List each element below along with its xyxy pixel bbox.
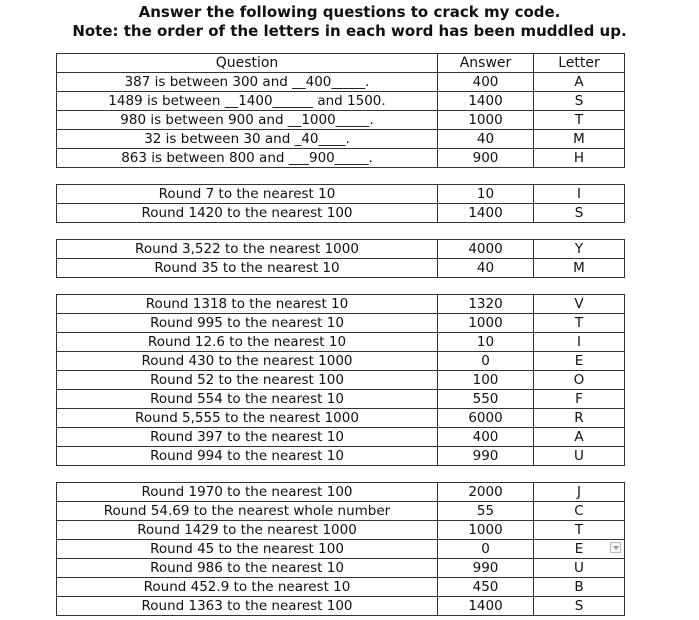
letter-cell: S bbox=[534, 92, 625, 111]
letter-cell: I bbox=[534, 333, 625, 352]
letter-cell: E bbox=[534, 352, 625, 371]
instructions-line-2: Note: the order of the letters in each word has been muddled up. bbox=[72, 22, 627, 40]
table-row bbox=[57, 521, 625, 540]
table-row bbox=[57, 371, 625, 390]
table-row bbox=[57, 130, 625, 149]
table-row bbox=[57, 409, 625, 428]
table-row bbox=[57, 185, 625, 204]
letter-cell: T bbox=[534, 521, 625, 540]
question-cell: Round 1970 to the nearest 100 bbox=[57, 483, 438, 502]
table-row bbox=[57, 352, 625, 371]
letter-cell: H bbox=[534, 149, 625, 168]
answer-cell: 0 bbox=[438, 352, 534, 371]
answer-cell: 40 bbox=[438, 130, 534, 149]
table-rounding-4 bbox=[56, 482, 625, 616]
answer-cell: 1400 bbox=[438, 204, 534, 223]
letter-cell: C bbox=[534, 502, 625, 521]
question-cell: Round 554 to the nearest 10 bbox=[57, 390, 438, 409]
table-rounding-3 bbox=[56, 294, 625, 466]
letter-cell: S bbox=[534, 597, 625, 616]
letter-cell: A bbox=[534, 73, 625, 92]
table-row bbox=[57, 447, 625, 466]
answer-cell: 1000 bbox=[438, 521, 534, 540]
question-cell: 1489 is between __1400______ and 1500. bbox=[57, 92, 438, 111]
answer-cell: 6000 bbox=[438, 409, 534, 428]
letter-header: Letter bbox=[534, 54, 625, 73]
answer-cell: 450 bbox=[438, 578, 534, 597]
letter-cell: I bbox=[534, 185, 625, 204]
answer-cell: 100 bbox=[438, 371, 534, 390]
letter-cell: R bbox=[534, 409, 625, 428]
answer-cell: 990 bbox=[438, 559, 534, 578]
question-cell: Round 45 to the nearest 100 bbox=[57, 540, 438, 559]
answer-cell: 550 bbox=[438, 390, 534, 409]
table-row bbox=[57, 502, 625, 521]
question-cell: Round 12.6 to the nearest 10 bbox=[57, 333, 438, 352]
letter-cell: V bbox=[534, 295, 625, 314]
letter-cell: S bbox=[534, 204, 625, 223]
table-row bbox=[57, 92, 625, 111]
question-cell: Round 52 to the nearest 100 bbox=[57, 371, 438, 390]
answer-cell: 0 bbox=[438, 540, 534, 559]
answer-cell: 400 bbox=[438, 73, 534, 92]
letter-cell: T bbox=[534, 314, 625, 333]
question-cell: Round 995 to the nearest 10 bbox=[57, 314, 438, 333]
letter-cell: O bbox=[534, 371, 625, 390]
answer-cell: 1000 bbox=[438, 111, 534, 130]
answer-cell: 55 bbox=[438, 502, 534, 521]
letter-cell: J bbox=[534, 483, 625, 502]
question-cell: 32 is between 30 and _40____. bbox=[57, 130, 438, 149]
letter-cell: E bbox=[534, 540, 625, 559]
table-rounding-1 bbox=[56, 184, 625, 223]
question-cell: Round 1420 to the nearest 100 bbox=[57, 204, 438, 223]
table-header-row bbox=[57, 54, 625, 73]
answer-cell: 40 bbox=[438, 259, 534, 278]
answer-cell: 400 bbox=[438, 428, 534, 447]
letter-cell: U bbox=[534, 559, 625, 578]
table-row bbox=[57, 483, 625, 502]
question-cell: Round 7 to the nearest 10 bbox=[57, 185, 438, 204]
question-cell: Round 3,522 to the nearest 1000 bbox=[57, 240, 438, 259]
table-row bbox=[57, 314, 625, 333]
table-row bbox=[57, 597, 625, 616]
table-row bbox=[57, 149, 625, 168]
dropdown-arrow-icon[interactable] bbox=[610, 542, 621, 553]
question-cell: Round 994 to the nearest 10 bbox=[57, 447, 438, 466]
question-cell: Round 397 to the nearest 10 bbox=[57, 428, 438, 447]
answer-cell: 1320 bbox=[438, 295, 534, 314]
question-cell: Round 54.69 to the nearest whole number bbox=[57, 502, 438, 521]
question-cell: 863 is between 800 and ___900_____. bbox=[57, 149, 438, 168]
table-rounding-2 bbox=[56, 239, 625, 278]
question-cell: Round 1318 to the nearest 10 bbox=[57, 295, 438, 314]
letter-cell: Y bbox=[534, 240, 625, 259]
question-header: Question bbox=[57, 54, 438, 73]
table-row bbox=[57, 333, 625, 352]
question-cell: Round 452.9 to the nearest 10 bbox=[57, 578, 438, 597]
table-row bbox=[57, 578, 625, 597]
letter-cell: M bbox=[534, 259, 625, 278]
answer-cell: 2000 bbox=[438, 483, 534, 502]
question-cell: Round 1429 to the nearest 1000 bbox=[57, 521, 438, 540]
question-cell: 980 is between 900 and __1000_____. bbox=[57, 111, 438, 130]
table-row bbox=[57, 73, 625, 92]
table-row bbox=[57, 259, 625, 278]
question-cell: Round 5,555 to the nearest 1000 bbox=[57, 409, 438, 428]
instructions-line-1: Answer the following questions to crack my code. bbox=[138, 3, 561, 21]
answer-cell: 990 bbox=[438, 447, 534, 466]
question-cell: Round 986 to the nearest 10 bbox=[57, 559, 438, 578]
answer-cell: 4000 bbox=[438, 240, 534, 259]
table-row bbox=[57, 428, 625, 447]
table-row bbox=[57, 559, 625, 578]
question-cell: Round 35 to the nearest 10 bbox=[57, 259, 438, 278]
answer-cell: 1000 bbox=[438, 314, 534, 333]
letter-cell: U bbox=[534, 447, 625, 466]
answer-cell: 1400 bbox=[438, 597, 534, 616]
letter-cell: M bbox=[534, 130, 625, 149]
answer-cell: 1400 bbox=[438, 92, 534, 111]
letter-cell: A bbox=[534, 428, 625, 447]
table-row bbox=[57, 204, 625, 223]
letter-cell: T bbox=[534, 111, 625, 130]
table-row bbox=[57, 111, 625, 130]
table-row bbox=[57, 240, 625, 259]
table-row bbox=[57, 390, 625, 409]
answer-cell: 10 bbox=[438, 333, 534, 352]
table-place-value bbox=[56, 53, 625, 168]
letter-cell: B bbox=[534, 578, 625, 597]
answer-cell: 10 bbox=[438, 185, 534, 204]
letter-cell: F bbox=[534, 390, 625, 409]
question-cell: Round 1363 to the nearest 100 bbox=[57, 597, 438, 616]
table-row bbox=[57, 295, 625, 314]
question-cell: Round 430 to the nearest 1000 bbox=[57, 352, 438, 371]
answer-header: Answer bbox=[438, 54, 534, 73]
question-cell: 387 is between 300 and __400_____. bbox=[57, 73, 438, 92]
answer-cell: 900 bbox=[438, 149, 534, 168]
table-row bbox=[57, 540, 625, 559]
